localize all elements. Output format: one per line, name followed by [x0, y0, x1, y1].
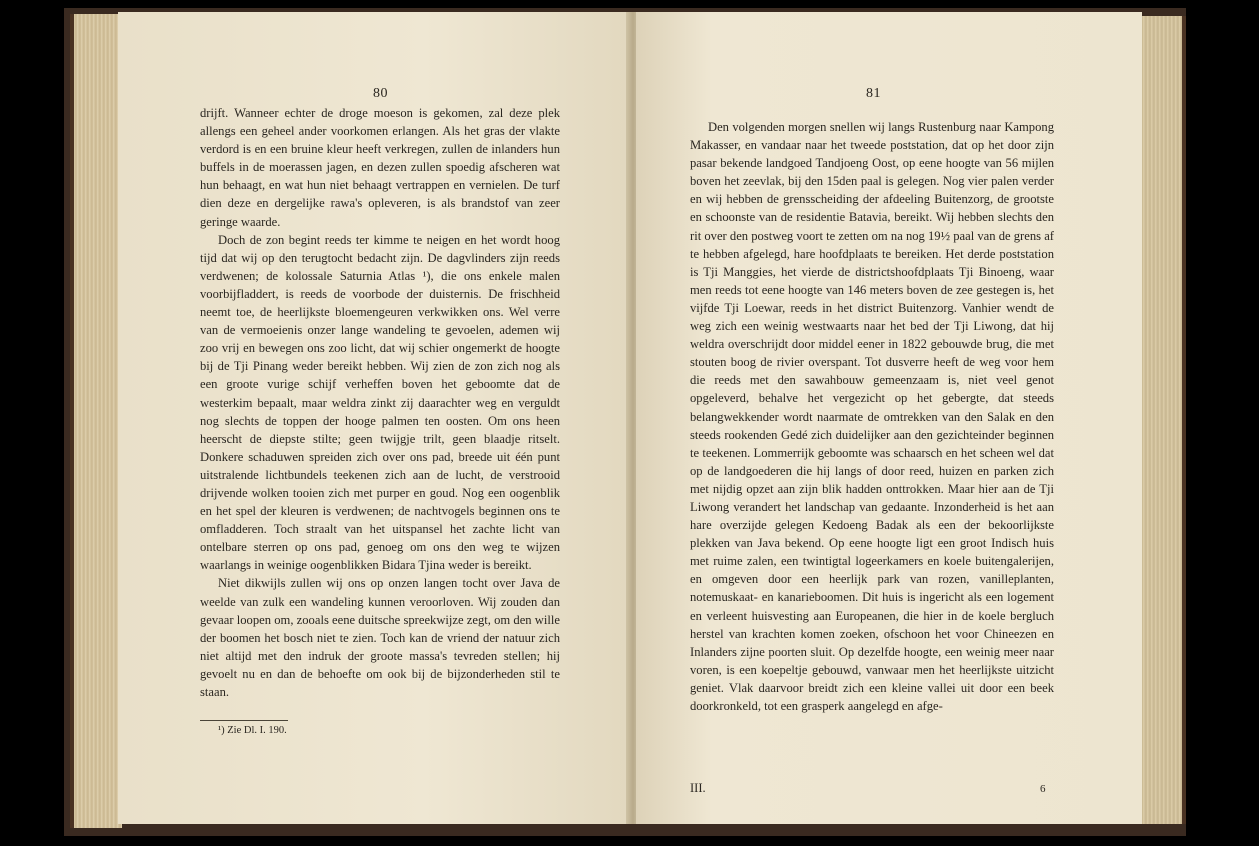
paragraph: drijft. Wanneer echter de droge moeson is gekomen, zal deze plek allengs een geheel ander voorkomen erlangen. Als het gras der vlakte verdord is en een bruine kleur heeft verkregen, zullen de inlanders hun buffels in de moerassen jagen, en dezen zullen spoedig afscheren wat hun behaagt, en wat hun niet behaagt vertrappen en vernielen. De turf dien deze en dergelijke rawa's opleveren, is als brandstof van zeer geringe waarde.	[200, 106, 560, 229]
footnote: ¹) Zie Dl. I. 190.	[218, 725, 287, 736]
left-page-number: 80	[373, 86, 388, 101]
paragraph: Doch de zon begint reeds ter kimme te neigen en het wordt hoog tijd dat wij op den terugtocht bedacht zijn. De dagvlinders zijn reeds verdwenen; de kolossale Saturnia Atlas ¹), die ons enkele malen voorbijfladdert, is reeds de voorbode der duisternis. De frischheid neemt toe, de heerlijkste bloemengeuren verkwikken ons. Wel verre van de vermoeienis onzer lange wandeling te gevoelen, ademen wij zoo vrij en bewegen ons zoo licht, dat wij schier ongemerkt de hoogte bij de Tji Pinang weder bereikt hebben. Wij zien de zon zich nog als een groote vurige schijf verheffen boven het geboomte dat de westerkim bepaalt, maar weldra zinkt zij daarachter weg en verguldt nog slechts de toppen der hooge palmen ten oosten. Om ons heen heerscht de diepste stilte; geen twijgje trilt, geen blaadje ritselt. Donkere schaduwen spreiden zich over ons pad, breede uit één punt uitstralende lichtbundels teekenen zich aan de lucht, de verstrooid drijvende wolken tooien zich met purper en goud. Nog een oogenblik en het spel der kleuren is verdwenen; de nachtvogels beginnen ons te omfladderen. Toch straalt van het uitspansel het zachte licht van ontelbare sterren op ons pad, genoeg om ons den weg te wijzen waarlangs in weinige oogenblikken Bidara Tjina weder is bereikt.	[200, 232, 560, 573]
signature-number: 6	[1040, 783, 1046, 795]
paragraph: Den volgenden morgen snellen wij langs Rustenburg naar Kampong Makasser, en vandaar naar het tweede poststation, dat op het door zijn pasar bekende landgoed Tandjoeng Oost, op eene hoogte van 56 mijlen boven het zeevlak, bij den 15den paal is gelegen. Nog vier palen verder en wij hebben de grensscheiding der afdeeling Buitenzorg, de grootste en schoonste van de residentie Batavia, bereikt. Wij hebben slechts den rit over den postweg voort te zetten om na nog 19½ paal van de grens af te hebben afgelegd, hare hoofdplaats te bereiken. Het derde poststation is Tji Manggies, het vierde de districtshoofdplaats Tji Binoeng, waar men reeds tot eene hoogte van 146 meters boven de zee gestegen is, het vijfde Tji Loewar, reeds in het district Buitenzorg. Vanhier wendt de weg zich een weinig westwaarts naar het bed der Tji Liwong, dat hij weldra overschrijdt door middel eener in 1822 gebouwde brug, die met stouten boog de rivier overspant. Tot dusverre heeft de weg voor hem die reeds met den sawahbouw gemeenzaam is, niet veel genot opgeleverd, behalve het vergezicht op het gebergte, dat steeds belangwekkender wordt naarmate de omtrekken van den Salak en den steeds rookenden Gedé zich duidelijker aan den gezichteinder beginnen te teekenen. Lommerrijk geboomte was schaarsch en het scheen wel dat op de landgoederen die hij langs of door reed, huizen en parken zich met nijdig opzet aan zijn blik hadden onttrokken. Maar hier aan de Tji Liwong verandert het landschap van gedaante. Inzonderheid is het aan hare overzijde gelegen Kedoeng Badak als een der bekoorlijkste plekken van Java bekend. Op eene hoogte ligt een groot Indisch huis met ruime zalen, een twintigtal logeerkamers en koele buitengalerijen, en omgeven door een heerlijk park van rozen, vanilleplanten, notemuskaat- en kanarieboomen. Dit huis is ingericht als een logement en verleent huisvesting aan Europeanen, die hier in de koele bergluch herstel van krachten komen zoeken, ofschoon het voor Chineezen en Inlanders zijne poorten sluit. Op dezelfde hoogte, een weinig meer naar voren, is een koepeltje gebouwd, vanwaar men het heerlijkste uitzicht geniet. Vlak daarvoor breidt zich een kleine vallei uit door een beek doorkronkeld, tot een grasperk aangelegd en afge-	[690, 120, 1054, 713]
right-page-number: 81	[866, 86, 881, 101]
right-page-body	[690, 118, 1054, 715]
footnote-rule	[200, 720, 288, 721]
paragraph: Niet dikwijls zullen wij ons op onzen langen tocht over Java de weelde van zulk een wandeling kunnen veroorloven. Wij zouden dan gevaar loopen om, zooals eene duitsche spreekwijze zegt, om den wille der boomen het bosch niet te zien. Toch kan de vriend der natuur zich niet altijd met den indruk der groote massa's tevreden stellen; hij gevoelt nu en dan de behoefte om ook bij de bijzonderheden stil te staan.	[200, 576, 560, 699]
signature-mark: III.	[690, 781, 706, 795]
page-edges-left	[70, 14, 122, 828]
page-edges-right	[1140, 16, 1186, 824]
left-page-body	[200, 104, 560, 701]
